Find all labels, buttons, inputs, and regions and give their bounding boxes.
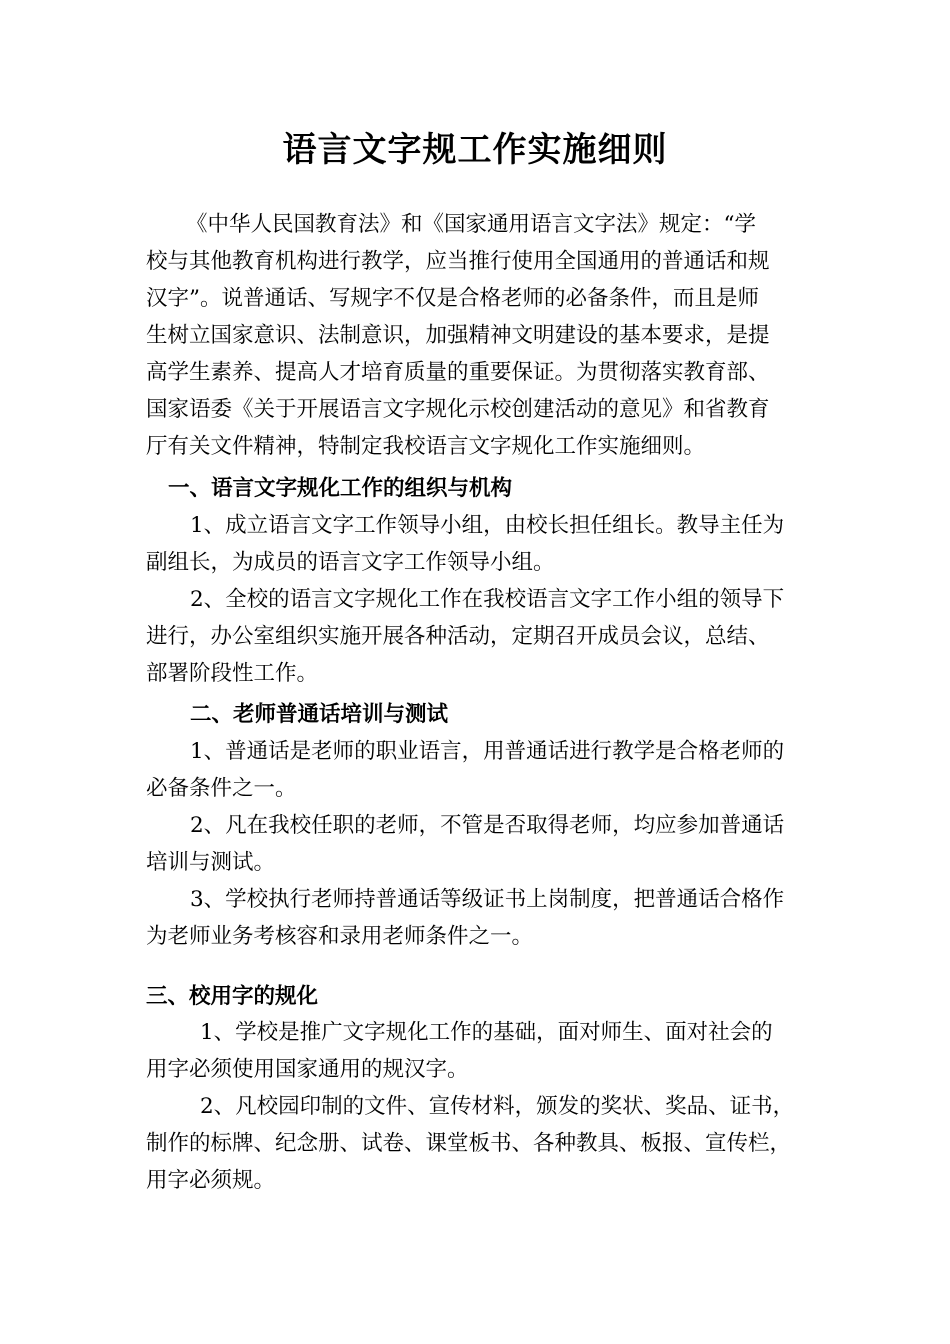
paragraph-line: 1、成立语言文字工作领导小组，由校长担任组长。教导主任为 (190, 513, 785, 538)
paragraph-line: 3、学校执行老师持普通话等级证书上岗制度，把普通话合格作 (190, 887, 785, 912)
paragraph-line: 1、学校是推广文字规化工作的基础，面对师生、面对社会的 (200, 1020, 773, 1045)
section-heading: 二、老师普通话培训与测试 (190, 702, 449, 727)
paragraph-line: 培训与测试。 (146, 850, 276, 875)
intro-line: 《中华人民国教育法》和《国家通用语言文字法》规定：“学 (186, 212, 756, 237)
paragraph-line: 用字必须规。 (146, 1168, 276, 1193)
paragraph-line: 2、凡校园印制的文件、宣传材料，颁发的奖状、奖品、证书， (200, 1094, 795, 1119)
paragraph-line: 1、普通话是老师的职业语言，用普通话进行教学是合格老师的 (190, 739, 785, 764)
paragraph-line: 进行，办公室组织实施开展各种活动，定期召开成员会议，总结、 (146, 624, 770, 649)
paragraph-line: 用字必须使用国家通用的规汉字。 (146, 1057, 469, 1082)
paragraph-line: 2、凡在我校任职的老师，不管是否取得老师，均应参加普通话 (190, 813, 785, 838)
paragraph-line: 为老师业务考核容和录用老师条件之一。 (146, 924, 534, 949)
intro-line: 汉字”。说普通话、写规字不仅是合格老师的必备条件，而且是师 (146, 286, 759, 311)
section-heading: 一、语言文字规化工作的组织与机构 (168, 476, 513, 501)
paragraph-line: 副组长，为成员的语言文字工作领导小组。 (146, 550, 555, 575)
intro-line: 生树立国家意识、法制意识，加强精神文明建设的基本要求，是提 (146, 323, 770, 348)
paragraph-line: 2、全校的语言文字规化工作在我校语言文字工作小组的领导下 (190, 587, 785, 612)
paragraph-line: 制作的标牌、纪念册、试卷、课堂板书、各种教具、板报、宣传栏， (146, 1131, 792, 1156)
section-heading: 三、校用字的规化 (146, 984, 319, 1009)
intro-line: 国家语委《关于开展语言文字规化示校创建活动的意见》和省教育 (146, 397, 770, 422)
paragraph-line: 部署阶段性工作。 (146, 661, 319, 686)
document-title: 语言文字规工作实施细则 (282, 130, 668, 170)
paragraph-line: 必备条件之一。 (146, 776, 297, 801)
intro-line: 厅有关文件精神，特制定我校语言文字规化工作实施细则。 (146, 434, 706, 459)
intro-line: 高学生素养、提高人才培育质量的重要保证。为贯彻落实教育部、 (146, 360, 770, 385)
intro-line: 校与其他教育机构进行教学，应当推行使用全国通用的普通话和规 (146, 249, 770, 274)
